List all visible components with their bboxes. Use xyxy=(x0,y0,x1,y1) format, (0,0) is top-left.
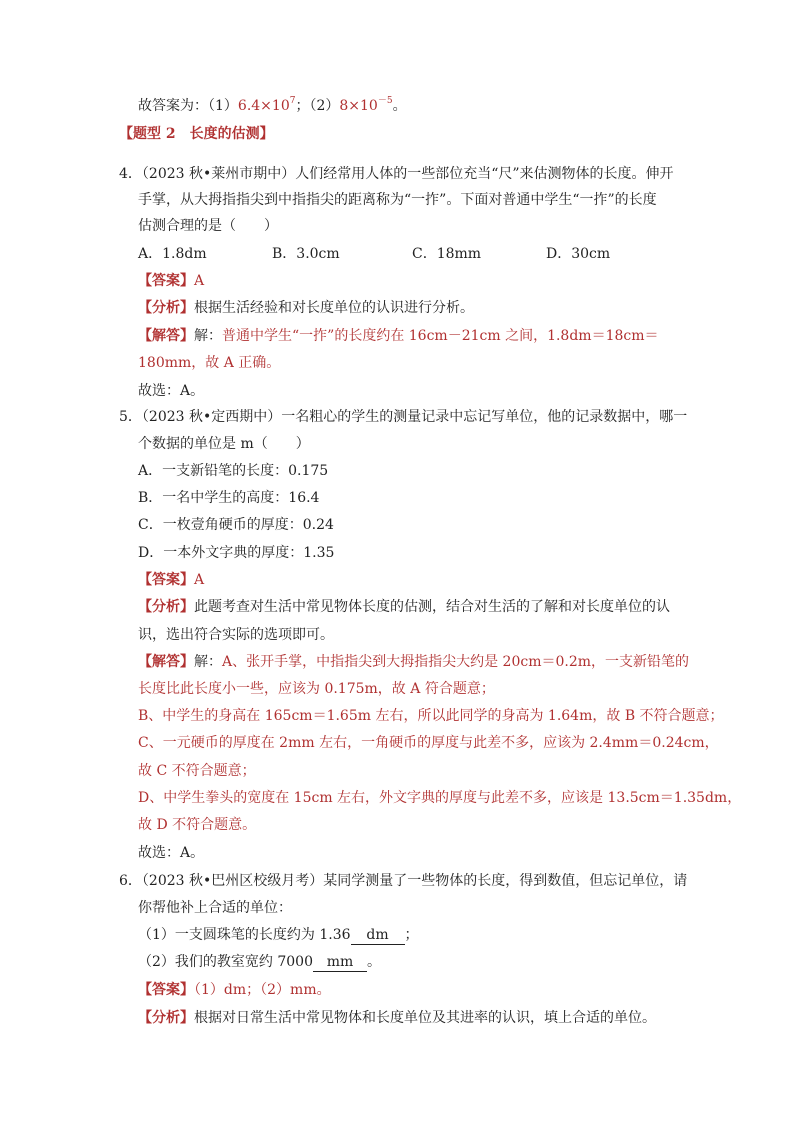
q5-solution-line-1 xyxy=(138,652,689,672)
q4-answer xyxy=(138,271,204,291)
q5-analysis-line-1 xyxy=(138,597,670,617)
q4-option-a: A．1.8dm xyxy=(138,246,207,262)
answer-2-base: 8×10 xyxy=(339,98,378,114)
q5-answer xyxy=(138,570,204,590)
q5-analysis-line-2: 识，选出符合实际的选项即可。 xyxy=(138,627,334,643)
previous-answer-prefix: 故答案为：（1） xyxy=(138,98,238,114)
q4-stem-line-1: 4．（2023 秋•莱州市期中）人们经常用人体的一些部位充当“尺”来估测物体的长度。伸开 xyxy=(119,166,674,182)
q5-conclusion: 故选：A。 xyxy=(138,845,205,861)
answer-value: （1）dm；（2）mm。 xyxy=(194,982,331,998)
solution-text: A、张开手掌，中指指尖到大拇指指尖大约是 20cm＝0.2m，一支新铅笔的 xyxy=(222,654,690,670)
previous-answer-suffix: 。 xyxy=(392,98,407,114)
section-title: 【题型 2 长度的估测】 xyxy=(119,126,274,142)
solution-prefix: 解： xyxy=(194,654,222,670)
analysis-text: 根据生活经验和对长度单位的认识进行分析。 xyxy=(194,300,474,316)
q5-solution-line-3: B、中学生的身高在 165cm＝1.65m 左右，所以此同学的身高为 1.64m，故 B 不符合题意； xyxy=(138,708,724,724)
q5-option-c: C．一枚壹角硬币的厚度：0.24 xyxy=(138,517,334,533)
q5-option-b: B．一名中学生的高度：16.4 xyxy=(138,490,320,506)
item-1-suffix: ； xyxy=(404,927,419,943)
item-1-prefix: （1）一支圆珠笔的长度约为 1.36 xyxy=(138,927,351,943)
q4-analysis xyxy=(138,298,474,318)
q5-solution-line-2: 长度比此长度小一些，应该为 0.175m，故 A 符合题意； xyxy=(138,681,495,697)
answer-value: A xyxy=(194,572,205,588)
q6-answer xyxy=(138,980,331,1000)
answer-tag: 【答案】 xyxy=(138,572,194,588)
q4-option-b: B．3.0cm xyxy=(272,246,340,262)
analysis-text: 根据对日常生活中常见物体和长度单位及其进率的认识，填上合适的单位。 xyxy=(194,1010,656,1026)
q4-stem-line-3: 估测合理的是（ ） xyxy=(138,218,278,234)
q5-stem-line-1: 5．（2023 秋•定西期中）一名粗心的学生的测量记录中忘记写单位，他的记录数据中，哪一 xyxy=(119,409,688,425)
answer-tag: 【答案】 xyxy=(138,273,194,289)
solution-prefix: 解： xyxy=(194,328,222,344)
solution-tag: 【解答】 xyxy=(138,654,194,670)
q4-solution-line-2: 180mm，故 A 正确。 xyxy=(138,355,281,371)
answer-value: A xyxy=(194,273,205,289)
analysis-text: 此题考查对生活中常见物体长度的估测，结合对生活的了解和对长度单位的认 xyxy=(194,599,670,615)
q6-stem-line-2: 你帮他补上合适的单位： xyxy=(138,900,292,916)
item-2-suffix: 。 xyxy=(367,954,381,970)
answer-tag: 【答案】 xyxy=(138,982,194,998)
answer-1-exponent: 7 xyxy=(289,96,296,107)
q6-analysis xyxy=(138,1008,656,1028)
answer-1-base: 6.4×10 xyxy=(237,98,290,114)
solution-tag: 【解答】 xyxy=(138,328,194,344)
q6-stem-line-1: 6．（2023 秋•巴州区校级月考）某同学测量了一些物体的长度，得到数值，但忘记单位，请 xyxy=(119,873,688,889)
previous-answer-mid: ；（2） xyxy=(295,98,340,114)
solution-text: 普通中学生“一拃”的长度约在 16cm－21cm 之间，1.8dm＝18cm＝ xyxy=(222,328,659,344)
item-2-blank: mm xyxy=(313,953,367,972)
q5-solution-line-5: 故 C 不符合题意； xyxy=(138,763,256,779)
q4-solution-line-1 xyxy=(138,326,659,346)
analysis-tag: 【分析】 xyxy=(138,599,194,615)
q5-stem-line-2: 个数据的单位是 m（ ） xyxy=(138,436,310,452)
q4-option-c: C．18mm xyxy=(412,246,482,262)
item-1-blank: dm xyxy=(351,926,405,945)
answer-2-exponent: －5 xyxy=(377,96,393,107)
q5-solution-line-4: C、一元硬币的厚度在 2mm 左右，一角硬币的厚度与此差不多，应该为 2.4mm＝0.24cm， xyxy=(138,735,719,751)
q5-solution-line-7: 故 D 不符合题意。 xyxy=(138,817,257,833)
analysis-tag: 【分析】 xyxy=(138,300,194,316)
previous-answer xyxy=(138,96,407,116)
q6-item-1 xyxy=(138,925,419,945)
q5-solution-line-6: D、中学生拳头的宽度在 15cm 左右，外文字典的厚度与此差不多，应该是 13.5cm＝1.35dm， xyxy=(138,790,742,806)
q5-option-a: A．一支新铅笔的长度：0.175 xyxy=(138,463,329,479)
analysis-tag: 【分析】 xyxy=(138,1010,194,1026)
item-2-prefix: （2）我们的教室宽约 7000 xyxy=(138,954,313,970)
q5-option-d: D．一本外文字典的厚度：1.35 xyxy=(138,545,335,561)
q6-item-2 xyxy=(138,952,381,972)
q4-conclusion: 故选：A。 xyxy=(138,383,205,399)
q4-option-d: D．30cm xyxy=(546,246,611,262)
q4-stem-line-2: 手掌，从大拇指指尖到中指指尖的距离称为“一拃”。下面对普通中学生“一拃”的长度 xyxy=(138,192,657,208)
